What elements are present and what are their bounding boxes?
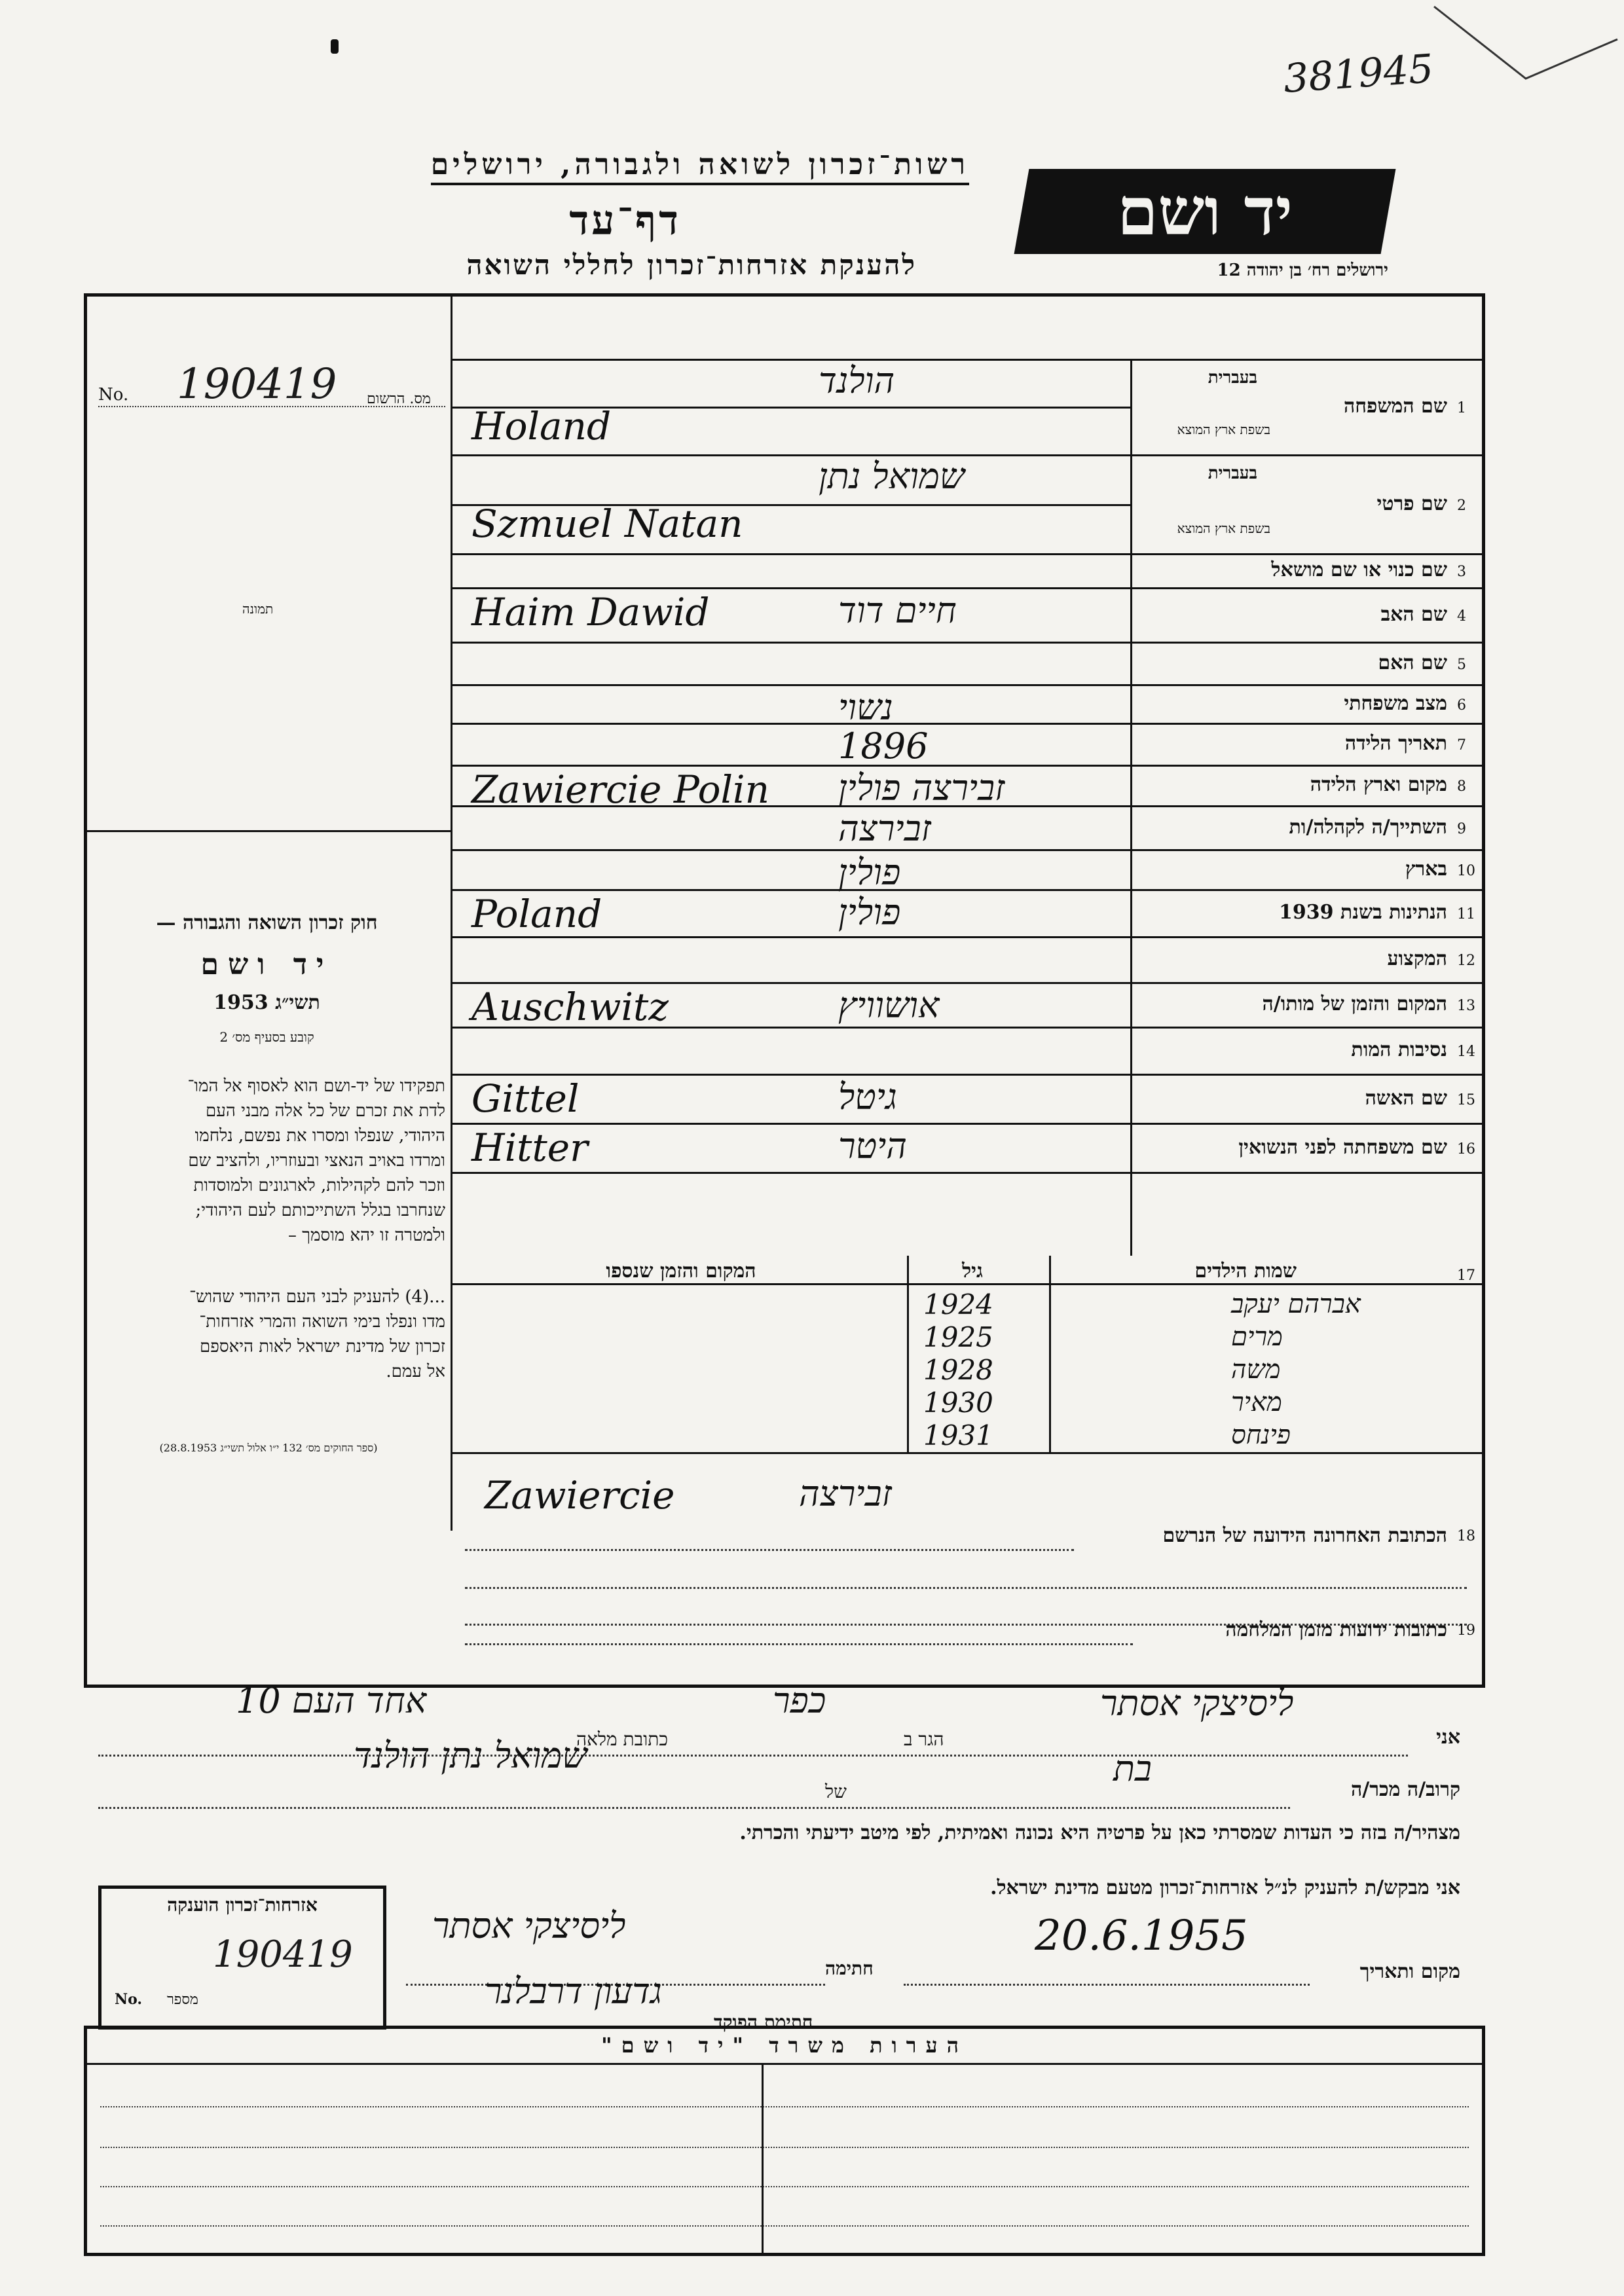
field-label: שם המשפחה — [1343, 395, 1447, 418]
place-date-label: מקום ותאריך — [1359, 1960, 1460, 1983]
child-birth-year: 1928 — [923, 1354, 993, 1386]
officer-label: חתימת הפוקד — [714, 2011, 813, 2033]
decl-resides-value: כפר — [773, 1680, 826, 1721]
law-name: יד ושם — [200, 948, 333, 981]
citizenship-title: אזרחות־זכרון הוענקה — [167, 1894, 318, 1916]
field-value-latin: Poland — [471, 892, 602, 936]
logo-text: יד ושם — [1117, 173, 1293, 250]
field-number: 2 — [1457, 497, 1466, 514]
decl-resides-label: הגר ב — [904, 1728, 944, 1750]
no-label: No. — [98, 385, 129, 405]
field-label: שם האם — [1378, 651, 1447, 674]
field-label: מצב משפחתי — [1344, 691, 1447, 715]
law-year: תשי״ג 1953 — [213, 991, 320, 1014]
field-value-hebrew: פולין — [838, 852, 901, 893]
officer-signature: גדעון דרבלנר — [485, 1971, 662, 2012]
child-birth-year: 1931 — [923, 1419, 993, 1451]
child-name: אברהם יעקב — [1231, 1289, 1361, 1319]
photo-label: תמונה — [242, 601, 274, 617]
field-18-hebrew: זבירצה — [799, 1473, 892, 1514]
decl-of-value: שמואל נתן הולנד — [354, 1735, 587, 1776]
citizenship-number: 190419 — [213, 1933, 353, 1976]
child-name: מרים — [1231, 1322, 1283, 1352]
citizenship-no-label: No. — [115, 1991, 143, 2008]
law-section: קובע בסעיף מס׳ 2 — [219, 1029, 314, 1045]
children-number: 17 — [1457, 1267, 1475, 1284]
field-number: 14 — [1457, 1044, 1475, 1060]
decl-i-label: אני — [1436, 1726, 1460, 1749]
notes-section — [84, 2026, 1485, 2256]
field-label: שם האב — [1380, 602, 1447, 626]
date-value: 20.6.1955 — [1035, 1912, 1248, 1960]
field-number: 10 — [1457, 862, 1475, 879]
field-value-hebrew: גיטל — [838, 1076, 897, 1118]
field-18-label: הכתובת האחרונה הידועה של הנרשם — [1162, 1524, 1447, 1547]
field-number: 16 — [1457, 1140, 1475, 1157]
field-value-latin: Haim Dawid — [471, 590, 710, 634]
field-number: 3 — [1457, 564, 1466, 580]
field-label: הנתינות בשנת 1939 — [1278, 901, 1447, 924]
field-value-hebrew: 1896 — [838, 725, 929, 767]
field-sub-hebrew: בעברית — [1208, 464, 1257, 483]
child-birth-year: 1930 — [923, 1387, 993, 1419]
ink-dot — [331, 39, 339, 54]
field-sub-origin: בשפת ארץ המוצא — [1177, 520, 1270, 536]
child-name: פינחס — [1231, 1420, 1291, 1450]
child-name: משה — [1231, 1355, 1281, 1385]
citizenship-number-label: מספר — [167, 1992, 198, 2008]
authority-name: רשות־זכרון לשואה ולגבורה, ירושלים — [431, 148, 969, 185]
field-sub-hebrew: בעברית — [1208, 368, 1257, 388]
field-value-hebrew: שמואל נתן — [819, 456, 965, 497]
field-number: 15 — [1457, 1091, 1475, 1108]
field-value-latin: Zawiercie Polin — [471, 767, 769, 812]
field-label: נסיבות המות — [1351, 1038, 1447, 1061]
field-number: 8 — [1457, 778, 1466, 795]
law-citation: (ספר החוקים מס׳ 132 י״ו אלול תשי״ג 28.8.1953) — [159, 1442, 378, 1454]
law-title: חוק זכרון השואה והגבורה — — [156, 911, 378, 934]
field-value-latin: Holand — [471, 404, 612, 448]
field-number: 11 — [1457, 906, 1475, 922]
field-number: 9 — [1457, 820, 1466, 837]
decl-line-2: אני מבקש/ת להעניק לנ״ל אזרחות־זכרון מטעם מדינת ישראל. — [990, 1876, 1460, 1899]
field-value-latin: Hitter — [471, 1125, 588, 1170]
field-number: 6 — [1457, 697, 1466, 714]
child-birth-year: 1925 — [923, 1321, 993, 1353]
field-number: 7 — [1457, 737, 1466, 754]
address: ירושלים רח׳ בן יהודה 12 — [1217, 261, 1388, 280]
registration-label: מס. הרשום — [367, 391, 431, 407]
field-18-latin: Zawiercie — [485, 1473, 675, 1518]
decl-i-value: ליסיצקי אסתר — [1100, 1683, 1294, 1724]
field-19-number: 19 — [1457, 1622, 1475, 1639]
field-label: שם כנוי או שם מושאל — [1271, 558, 1447, 581]
field-label: שם פרטי — [1376, 492, 1447, 515]
field-value-hebrew: חיים דוד — [838, 590, 957, 631]
field-value-hebrew: זבירצה — [838, 808, 931, 849]
corner-fold-mark — [1428, 0, 1624, 92]
archive-number: 381945 — [1282, 46, 1435, 102]
signature-value: ליסיצקי אסתר — [432, 1905, 626, 1946]
child-birth-year: 1924 — [923, 1288, 993, 1321]
field-value-hebrew: פולין — [838, 892, 901, 933]
field-label: שם משפחתה לפני הנשואין — [1238, 1135, 1447, 1159]
field-number: 13 — [1457, 998, 1475, 1014]
field-value-hebrew: הולנד — [819, 360, 895, 401]
field-value-hebrew: היטר — [838, 1125, 907, 1167]
citizenship-box — [98, 1886, 386, 2030]
field-value-hebrew: אושוויץ — [838, 985, 940, 1026]
field-value-hebrew: נשוי — [838, 687, 893, 728]
field-number: 1 — [1457, 400, 1466, 416]
field-value-latin: Gittel — [471, 1076, 580, 1121]
form-subtitle: להענקת אזרחות־זכרון לחללי השואה — [466, 249, 917, 281]
decl-of-label: של — [825, 1781, 847, 1802]
children-names-header: שמות הילדים — [1194, 1260, 1297, 1283]
field-label: שם האשה — [1365, 1086, 1447, 1110]
children-place-header: המקום והזמן שנספו — [606, 1260, 756, 1283]
field-19-label: כתובות ידועות מזמן המלחמה — [1225, 1618, 1447, 1641]
field-value-latin: Szmuel Natan — [471, 501, 743, 546]
children-age-header: גיל — [962, 1260, 983, 1283]
field-label: בארץ — [1405, 857, 1447, 881]
field-label: השתייך/ה לקהלה/ות — [1289, 815, 1447, 839]
field-label: המקצוע — [1387, 947, 1447, 970]
field-label: המקום והזמן של מותו/ה — [1262, 993, 1447, 1015]
field-number: 5 — [1457, 656, 1466, 673]
decl-line-1: מצהיר/ה בזה כי העדות שמסרתי כאן על פרטיה היא נכונה ואמיתית, לפי מיטב ידיעתי והכרתי. — [739, 1821, 1460, 1844]
child-name: מאיר — [1231, 1387, 1282, 1417]
field-number: 4 — [1457, 608, 1466, 625]
decl-relation-value: בת — [1113, 1748, 1152, 1789]
registration-number: 190419 — [177, 360, 337, 409]
decl-address-value: אחד העם 10 — [236, 1680, 427, 1721]
law-paragraph-2: ...(4) להעניק לבני העם היהודי שהוש־ מדו ונפלו בימי השואה והמרי אזרחות־ זכרון של מדינת ישראל לאות היאספם אל עמם. — [189, 1287, 445, 1381]
decl-relation-label: קרוב/ה מכר/ה — [1351, 1778, 1460, 1801]
field-number: 12 — [1457, 953, 1475, 969]
notes-title: הערות משרד "יד ושם" — [600, 2033, 969, 2058]
field-value-latin: Auschwitz — [471, 985, 669, 1029]
signature-label: חתימה — [825, 1958, 874, 1979]
field-sub-origin: בשפת ארץ המוצא — [1177, 422, 1270, 437]
law-paragraph-1: תפקידו של יד-ושם הוא לאסוף אל המו־ לדת את זכרם של כל אלה מבני העם היהודי, שנפלו ומסרו את נפשם, נלחמו ומרדו באויב הנאצי ובעוזריו, ולהציב שם וזכר להם לקהילות, לארגונים ולמוסדות שנחרבו בגלל השתייכותם לעם היהודי; ולמטרה זו יהא מוסמך – — [187, 1076, 445, 1245]
field-label: מקום וארץ הלידה — [1310, 773, 1447, 796]
decl-address-label: כתובת מלאה — [576, 1728, 668, 1750]
field-18-number: 18 — [1457, 1528, 1475, 1544]
field-label: תאריך הלידה — [1344, 732, 1447, 755]
form-title: דף־עד — [569, 196, 681, 244]
field-value-hebrew: זבירצה פולין — [838, 767, 1005, 809]
